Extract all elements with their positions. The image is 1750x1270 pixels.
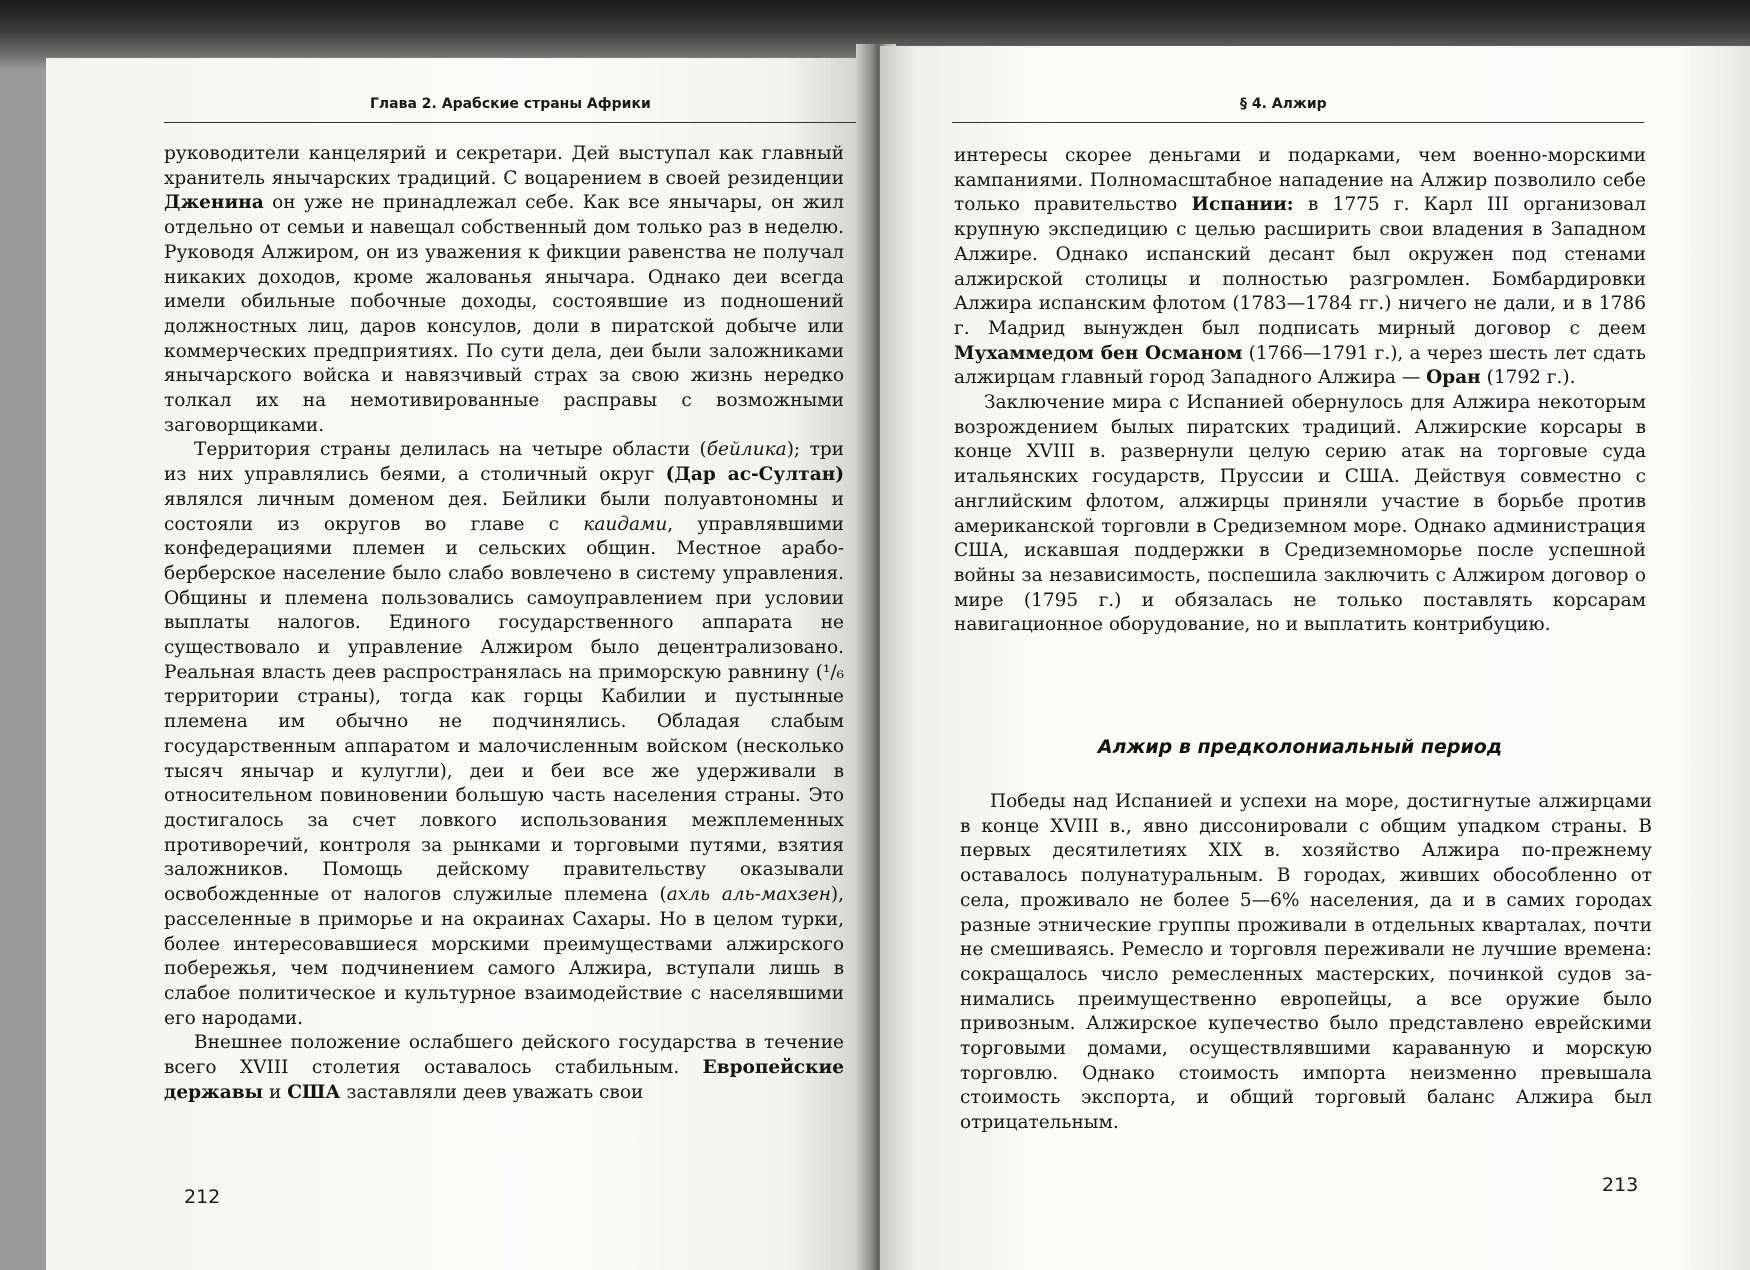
italic-term: каидами [583,513,668,535]
left-running-head: Глава 2. Арабские страны Африки [370,96,651,112]
text-run: Заключение мира с Испанией обернулось для Алжира некоторым возрождением былых пиратских традиций. Алжирские корсары в конце XVIII в. развернули целую серию атак на торговые суда итальянских государств, Пруссии и США. Действуя совместно с английским флотом, алжирцы приняли участие в борьбе против американской торговли в Средиземном море. Однако администрация США, искавшая поддержки в Средиземноморье после успешной войны за независимость, поспешила заключить с Алжиром договор о мире (1795 г.) и обязалась не только поставлять корсарам навигационное оборудование, но и выплатить контрибуцию. [954,392,1646,636]
right-head-rule [952,122,1644,123]
text-run: (1792 г.). [1480,367,1576,389]
left-paragraph [164,142,844,438]
section-paragraph [960,790,1652,1136]
bold-term: (Дар ас-Султан) [665,464,845,486]
section-heading: Алжир в предколониальный период [1097,736,1503,758]
text-run: Победы над Испанией и успехи на море, достигнутые алжирцами в конце XVIII в., явно диссонировали с общим упадком страны. В первых десятилетиях XIX в. хозяйство Алжира по-прежнему оставалось полунатуральным. В городах, живших обособленно от села, проживало не более 5—6% населения, да и в самих городах разные этнические группы проживали в отдельных кварталах, почти не смешиваясь. Ремесло и торговля переживали не лучшие времена: сокращалось число ремесленных мастерских, починкой судов занимались преимущественно европейцы, а все оружие было привозным. Алжирское купечество было представлено еврейскими торговыми домами, осуществлявшими караванную и морскую торговлю. Однако стоимость импорта неизменно превышала стоимость экспорта, и общий торговый баланс Алжира был отрицательным. [960,791,1652,1134]
right-paragraph [954,144,1646,391]
text-run: территории страны), тогда как горцы Кабилии и пустынные племена им обычно не подчинялись. Обладая слабым государственным аппаратом и малочисленным войском (несколько тысяч янычар и кулугли), деи и беи все же удерживали в относительном повиновении большую часть населения страны. Это достигалось за счет ловкого использования межплеменных противоречий, контроля за рынками и торговыми путями, взятия заложников. Помощь дейскому правительству оказывали освобожденные от налогов служилые племена ( [164,686,844,906]
right-page-number: 213 [1602,1174,1639,1196]
bold-term: Дженина [164,192,264,214]
right-paragraph [954,391,1646,638]
bold-term: Оран [1426,367,1481,389]
text-run: в 1775 г. Карл III организовал крупную экспедицию с целью расширить свои владения в Западном Алжире. Однако испанский десант был окружен под стенами алжирской столицы и полностью разгромлен. Бомбардировки Алжира испанским флотом (1783—1784 гг.) ничего не дали, и в 1786 г. Мадрид вынужден был подписать мирный договор с деем [954,194,1646,339]
italic-term: бейлика [706,439,787,461]
text-run: ), расселенные в приморье и на окраинах Сахары. Но в целом турки, более интересовавшиеся морскими преимуществами алжирского побережья, чем подчинением самого Алжира, вступали лишь в слабое политическое и культурное взаимодействие с населявшими его народами. [164,884,844,1029]
left-page-number: 212 [184,1186,221,1208]
text-run: Территория страны делилась на четыре области ( [194,439,707,461]
text-run: (1766—1791 г.), а через шесть лет сдать алжирцам главный город Западного Алжира — [954,342,1646,389]
text-run: он уже не принадлежал себе. Как все янычары, он жил отдельно от семьи и навещал собственный дом только раз в неделю. Руководя Алжиром, он из уважения к фикции равенства не получал никаких доходов, кроме жалованья янычара. Однако деи всегда имели обильные побочные доходы, состоявшие из подношений должностных лиц, даров консулов, доли в пиратской добыче или коммерческих предприятиях. По сути дела, деи были заложниками янычарского войска и навязчивый страх за свою жизнь нередко толкал их на немотивированные расправы с возможными заговорщиками. [164,192,844,436]
left-paragraph [164,438,844,1031]
text-run: Внешнее положение ослабшего дейского государства в течение всего XVIII столетия оставалось стабильным. [164,1032,844,1079]
text-run: , управлявшими конфедерациями племен и сельских общин. Местное арабо-берберское население было слабо вовлечено в систему управления. Общины и племена пользовались самоуправлением при условии выплаты налогов. Единого государственного аппарата не существовало и управление Алжиром было децентрализовано. Реальная власть деев распространялась на приморскую равнину ( [164,513,844,683]
left-paragraph [164,1031,844,1105]
right-page [880,46,1750,1270]
right-running-head: § 4. Алжир [1240,96,1327,112]
text-run: ); три из них управлялись беями, а столичный округ [164,439,844,486]
bold-term: США [287,1081,341,1103]
bold-term: Испании: [1191,194,1294,216]
section-body-text [960,790,1652,1136]
left-head-rule [164,122,856,123]
italic-term: ахль аль-махзен [666,884,831,906]
bold-term: Мухаммедом бен Османом [954,342,1243,364]
bold-term: Европейские державы [164,1057,844,1103]
right-body-text [954,144,1646,638]
text-run: руководители канцелярий и секретари. Дей выступал как главный хранитель янычарских традиций. С воцарением в своей резиденции [164,143,844,189]
text-run: заставляли деев уважать свои [340,1081,644,1103]
text-run: и [263,1081,288,1103]
text-run: интересы скорее деньгами и подарками, чем военно-морскими кампаниями. Полномасштабное нападение на Алжир позволило себе только правительство [954,145,1646,216]
text-run: ¹/₆ [822,661,844,683]
left-body-text [164,142,844,1105]
left-page [46,58,868,1270]
text-run: являлся личным доменом дея. Бейлики были полуавтономны и состояли из округов во главе с [164,488,844,535]
